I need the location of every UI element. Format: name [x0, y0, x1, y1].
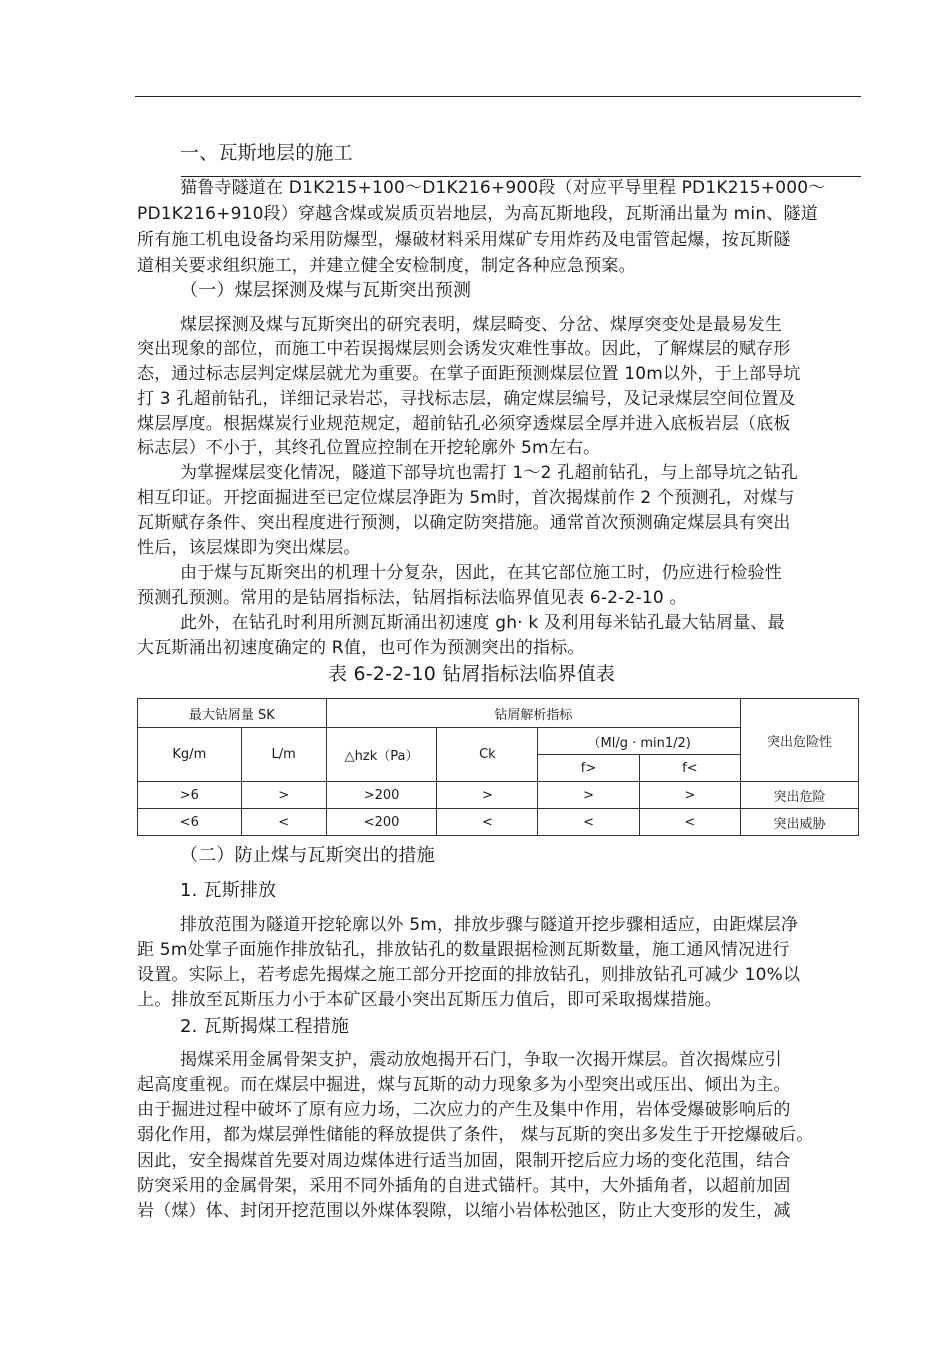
- header-f-greater: f>: [538, 755, 639, 782]
- table-row: [138, 782, 859, 809]
- paragraph-line: 由于煤与瓦斯突出的机理十分复杂，因此，在其它部位施工时，仍应进行检验性: [180, 563, 782, 583]
- table-cell: 突出危险: [741, 782, 859, 809]
- table-cell: >: [639, 782, 740, 809]
- paragraph-line: 上。排放至瓦斯压力小于本矿区最小突出瓦斯压力值后，即可采取揭煤措施。: [137, 990, 722, 1010]
- table-cell: >: [437, 782, 538, 809]
- paragraph-line: 此外，在钻孔时利用所测瓦斯涌出初速度 gh· k 及利用每米钻孔最大钻屑量、最: [180, 613, 785, 633]
- header-max-cuttings: 最大钻屑量 SK: [138, 699, 327, 728]
- paragraph-line: 相互印证。开挖面掘进至已定位煤层净距为 5m时，首次揭煤前作 2 个预测孔，对煤与: [137, 488, 795, 508]
- table-cell: <: [241, 809, 326, 836]
- subsection-heading: （一）煤层探测及煤与瓦斯突出预测: [180, 280, 472, 301]
- paragraph-line: 排放范围为隧道开挖轮廓以外 5m，排放步骤与隧道开挖步骤相适应，由距煤层净: [180, 915, 799, 935]
- paragraph-line: 瓦斯赋存条件、突出程度进行预测，以确定防突措施。通常首次预测确定煤层具有突出: [137, 513, 791, 533]
- table-cell: <: [437, 809, 538, 836]
- header-ml-unit: （Ml/g · min1/2): [538, 728, 741, 755]
- section-heading: 一、瓦斯地层的施工: [180, 142, 353, 164]
- table-row: [138, 809, 859, 836]
- item-heading: 2. 瓦斯揭煤工程措施: [180, 1016, 350, 1037]
- table-cell: <200: [326, 809, 437, 836]
- paragraph-line: 岩（煤）体、封闭开挖范围以外煤体裂隙，以缩小岩体松弛区，防止大变形的发生，减: [137, 1201, 791, 1221]
- paragraph-line: 性后，该层煤即为突出煤层。: [137, 538, 361, 558]
- subsection-heading: （二）防止煤与瓦斯突出的措施: [180, 845, 435, 866]
- paragraph-line: 起高度重视。而在煤层中掘进，煤与瓦斯的动力现象多为小型突出或压出、倾出为主。: [137, 1075, 791, 1095]
- paragraph-line: 打 3 孔超前钻孔，详细记录岩芯，寻找标志层，确定煤层编号，及记录煤层空间位置及: [137, 389, 796, 409]
- paragraph-line: 因此，安全揭煤首先要对周边煤体进行适当加固，限制开挖后应力场的变化范围，结合: [137, 1151, 791, 1171]
- header-f-less: f<: [639, 755, 740, 782]
- critical-value-table: [137, 698, 859, 836]
- paragraph-line: 预测孔预测。常用的是钻屑指标法，钻屑指标法临界值见表 6-2-2-10 。: [137, 588, 687, 608]
- table-caption: 表 6-2-2-10 钻屑指标法临界值表: [328, 663, 616, 685]
- paragraph-line: PD1K216+910段）穿越含煤或炭质页岩地层，为高瓦斯地段，瓦斯涌出量为 min、隧道: [137, 204, 818, 224]
- header-ck: Ck: [437, 728, 538, 782]
- table-cell: >200: [326, 782, 437, 809]
- table-cell: >: [538, 782, 639, 809]
- paragraph-line: 态，通过标志层判定煤层就尤为重要。在掌子面距预测煤层位置 10m以外，于上部导坑: [137, 364, 801, 384]
- paragraph-line: 由于掘进过程中破坏了原有应力场，二次应力的产生及集中作用，岩体受爆破影响后的: [137, 1100, 791, 1120]
- header-kgm: Kg/m: [138, 728, 242, 782]
- paragraph-line: 煤层探测及煤与瓦斯突出的研究表明，煤层畸变、分岔、煤厚突变处是最易发生: [180, 315, 782, 335]
- paragraph-line: 道相关要求组织施工，并建立健全安检制度，制定各种应急预案。: [137, 256, 636, 276]
- header-desorption-index: 钻屑解析指标: [326, 699, 740, 728]
- table-cell: <: [538, 809, 639, 836]
- paragraph-line: 猫鲁寺隧道在 D1K215+100～D1K216+900段（对应平导里程 PD1K215+000～: [180, 178, 826, 198]
- header-rule: [135, 96, 861, 97]
- paragraph-line: 大瓦斯涌出初速度确定的 R值，也可作为预测突出的指标。: [137, 638, 585, 658]
- table-cell: <6: [138, 809, 242, 836]
- table-cell: >6: [138, 782, 242, 809]
- table-cell: 突出威胁: [741, 809, 859, 836]
- header-dhzk: △hzk（Pa）: [326, 728, 437, 782]
- heading-underline: [181, 176, 861, 177]
- header-outburst-risk: 突出危险性: [741, 699, 859, 782]
- paragraph-line: 所有施工机电设备均采用防爆型，爆破材料采用煤矿专用炸药及电雷管起爆，按瓦斯隧: [137, 230, 791, 250]
- header-lm: L/m: [241, 728, 326, 782]
- paragraph-line: 距 5m处掌子面施作排放钻孔，排放钻孔的数量跟据检测瓦斯数量，施工通风情况进行: [137, 940, 790, 960]
- paragraph-line: 突出现象的部位，而施工中若误揭煤层则会诱发灾难性事故。因此，了解煤层的赋存形: [137, 339, 791, 359]
- table-cell: >: [241, 782, 326, 809]
- item-heading: 1. 瓦斯排放: [180, 880, 277, 901]
- table-cell: <: [639, 809, 740, 836]
- paragraph-line: 揭煤采用金属骨架支护，震动放炮揭开石门，争取一次揭开煤层。首次揭煤应引: [180, 1050, 782, 1070]
- paragraph-line: 防突采用的金属骨架，采用不同外插角的自进式锚杆。其中，大外插角者，以超前加固: [137, 1176, 791, 1196]
- paragraph-line: 设置。实际上，若考虑先揭煤之施工部分开挖面的排放钻孔，则排放钻孔可减少 10%以: [137, 965, 801, 985]
- paragraph-line: 煤层厚度。根据煤炭行业规范规定，超前钻孔必须穿透煤层全厚并进入底板岩层（底板: [137, 414, 791, 434]
- paragraph-line: 弱化作用，都为煤层弹性储能的释放提供了条件， 煤与瓦斯的突出多发生于开挖爆破后。: [137, 1125, 814, 1145]
- paragraph-line: 标志层）不小于，其终孔位置应控制在开挖轮廓外 5m左右。: [137, 438, 601, 458]
- paragraph-line: 为掌握煤层变化情况，隧道下部导坑也需打 1～2 孔超前钻孔，与上部导坑之钻孔: [180, 463, 799, 483]
